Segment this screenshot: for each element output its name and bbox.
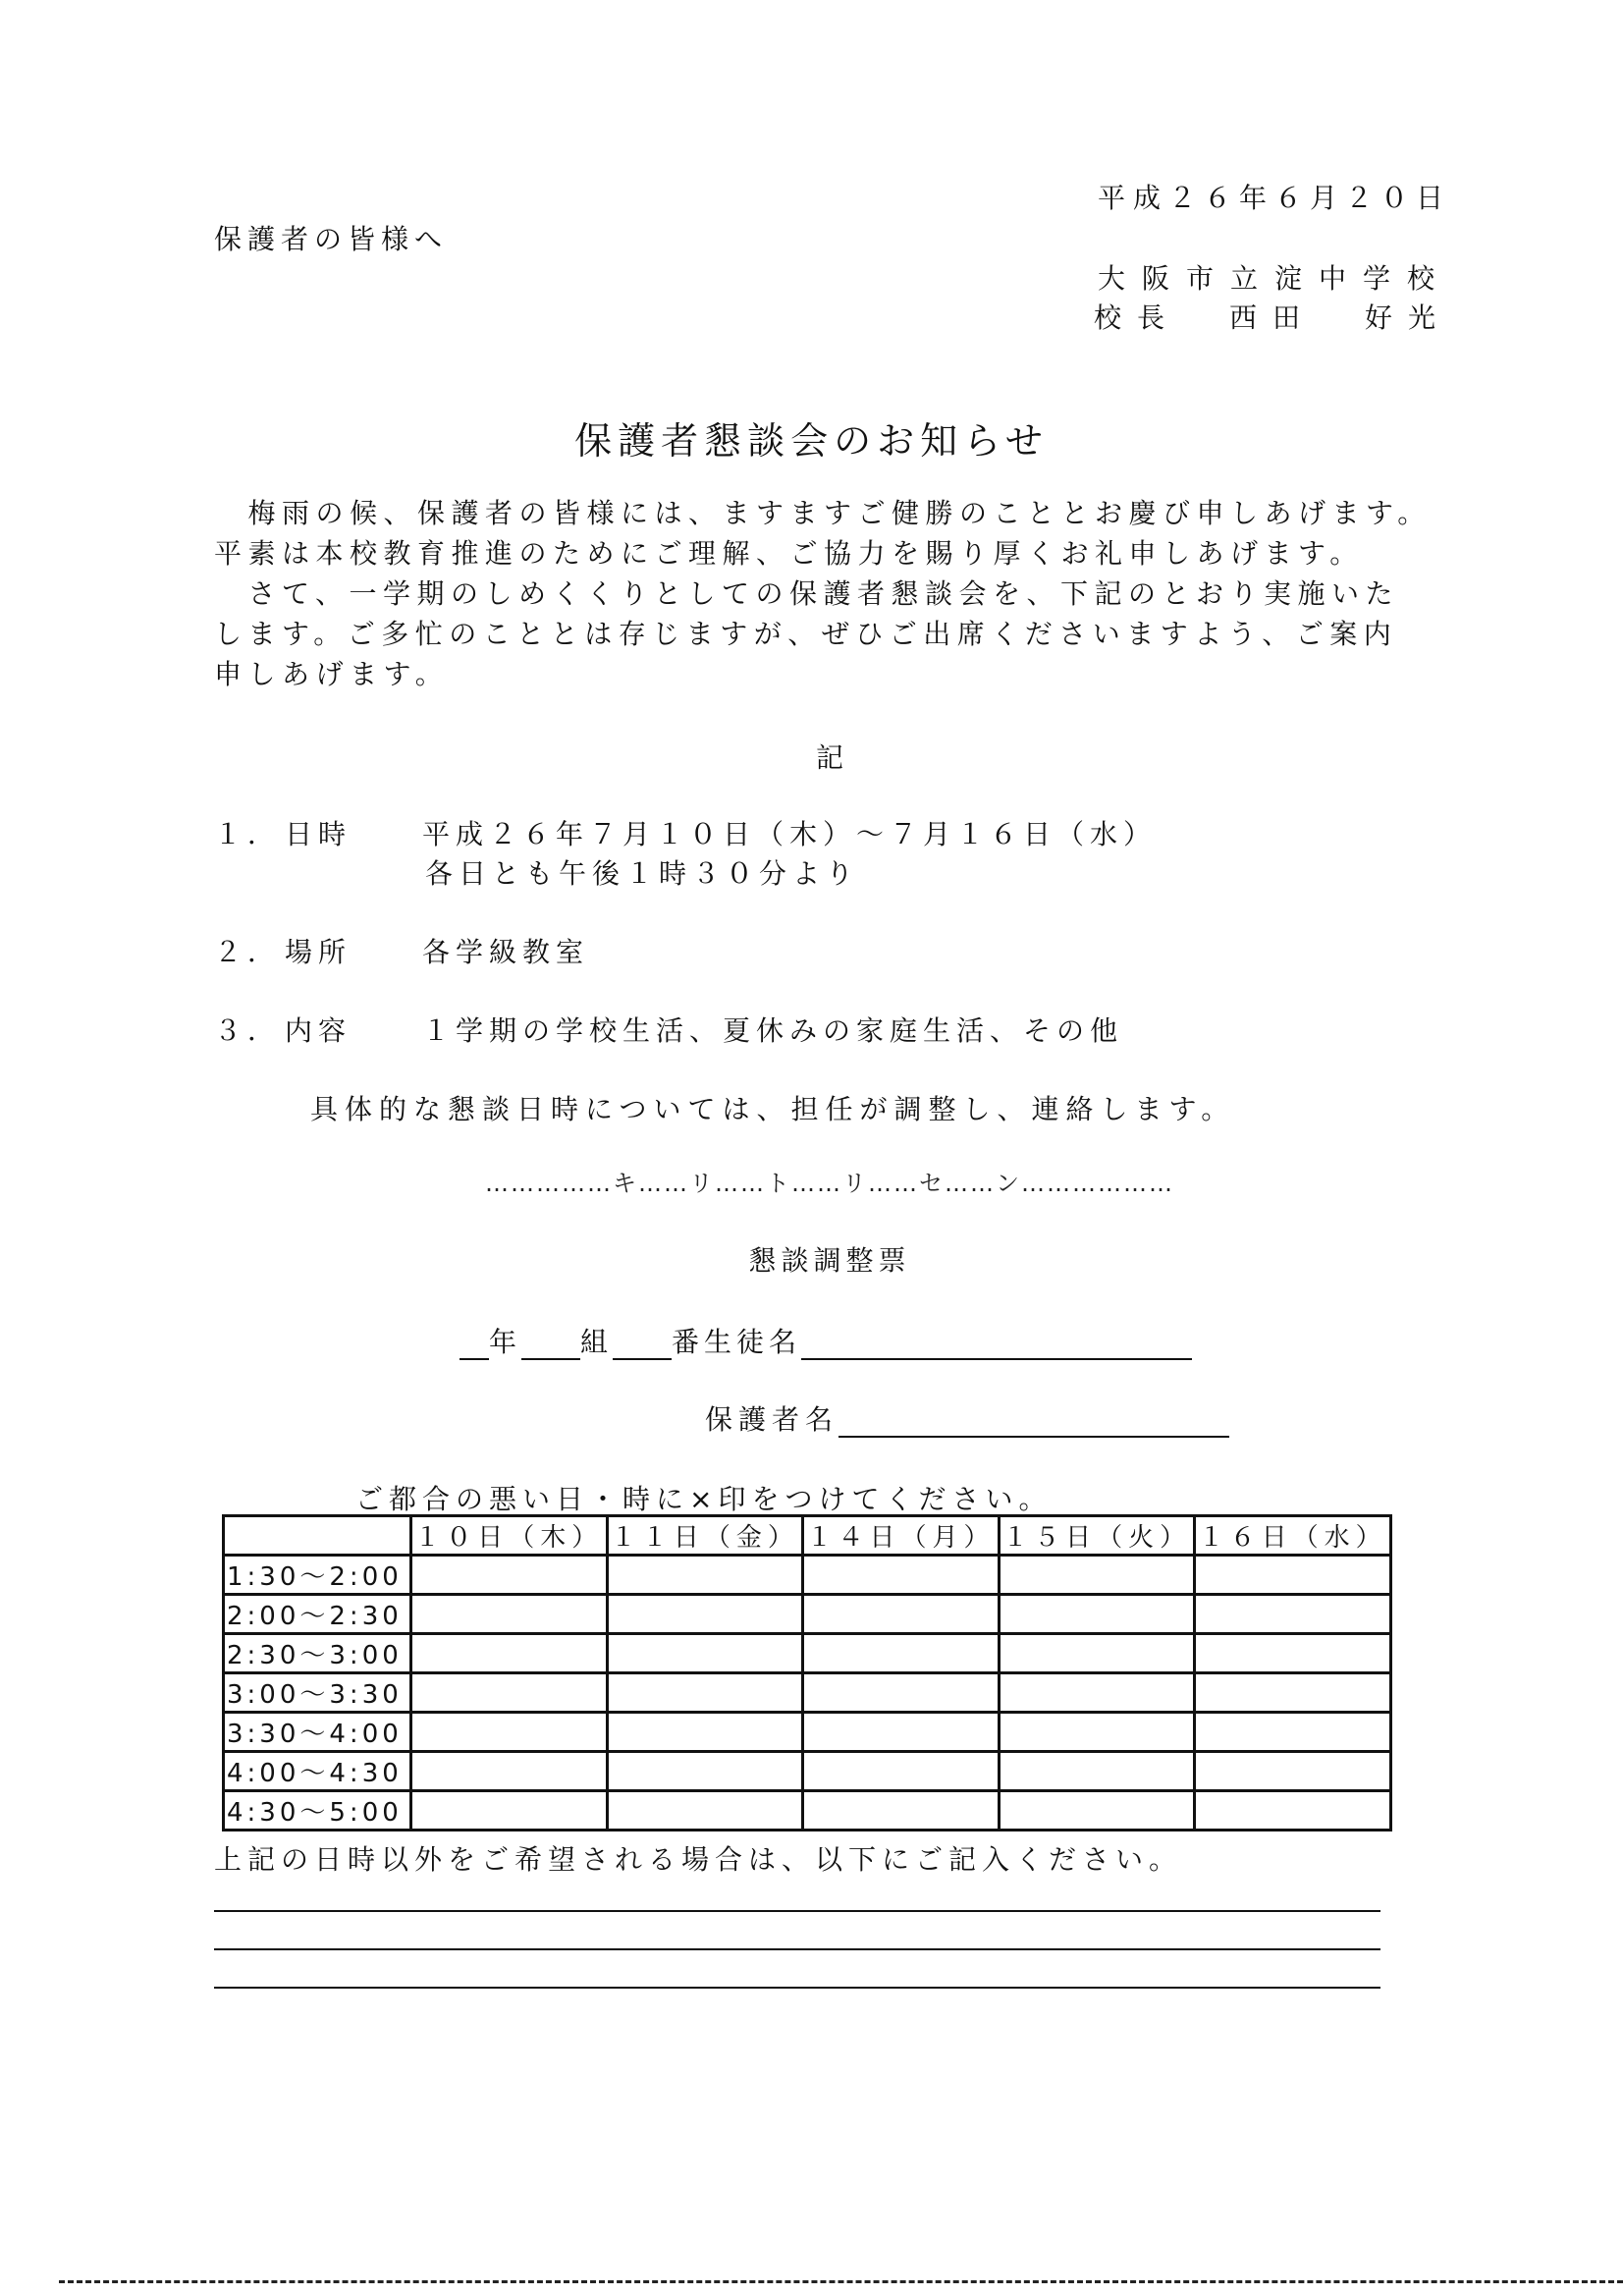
table-header-row — [224, 1516, 1391, 1556]
class-blank[interactable] — [521, 1329, 580, 1360]
time-slot: 2:30～3:00 — [224, 1634, 411, 1673]
day-header: １４日（月） — [803, 1516, 1000, 1556]
item-place — [214, 931, 589, 970]
item-value: １学期の学校生活、夏休みの家庭生活、その他 — [422, 1014, 1124, 1047]
schedule-cell[interactable] — [803, 1634, 1000, 1673]
item-datetime-sub: 各日とも午後１時３０分より — [425, 857, 860, 890]
item-value: 平成２６年７月１０日（木）～７月１６日（水） — [422, 818, 1158, 850]
day-header: １０日（木） — [411, 1516, 608, 1556]
schedule-cell[interactable] — [999, 1595, 1195, 1634]
item-number: ２． — [214, 936, 282, 968]
number-blank[interactable] — [613, 1329, 672, 1360]
body-line: 梅雨の候、保護者の皆様には、ますますご健勝のこととお慶び申しあげます。 — [214, 497, 1432, 529]
guardian-info-line — [705, 1398, 1229, 1438]
schedule-cell[interactable] — [411, 1713, 608, 1752]
write-in-line[interactable] — [214, 1910, 1380, 1912]
body-text — [214, 493, 1481, 694]
schedule-cell[interactable] — [803, 1752, 1000, 1791]
schedule-cell[interactable] — [411, 1634, 608, 1673]
schedule-cell[interactable] — [411, 1673, 608, 1713]
schedule-cell[interactable] — [999, 1791, 1195, 1831]
year-label: 年 — [489, 1326, 522, 1358]
schedule-cell[interactable] — [607, 1752, 803, 1791]
day-header: １６日（水） — [1195, 1516, 1391, 1556]
schedule-cell[interactable] — [411, 1595, 608, 1634]
page-title: 保護者懇談会のお知らせ — [574, 419, 1049, 463]
schedule-cell[interactable] — [803, 1595, 1000, 1634]
body-line: します。ご多忙のこととは存じますが、ぜひご出席くださいますよう、ご案内 — [214, 618, 1398, 650]
issue-date: 平成２６年６月２０日 — [1097, 182, 1451, 214]
schedule-note: 具体的な懇談日時については、担任が調整し、連絡します。 — [310, 1093, 1236, 1125]
principal-surname: 西田 — [1228, 301, 1316, 334]
schedule-cell[interactable] — [1195, 1634, 1391, 1673]
schedule-cell[interactable] — [1195, 1556, 1391, 1595]
schedule-cell[interactable] — [607, 1595, 803, 1634]
day-header: １５日（火） — [999, 1516, 1195, 1556]
principal-given-name: 好光 — [1364, 301, 1451, 334]
item-number: １． — [214, 818, 282, 850]
body-line: 平素は本校教育推進のためにご理解、ご協力を賜り厚くお礼申しあげます。 — [214, 537, 1364, 570]
item-label: 場所 — [285, 936, 352, 968]
year-blank[interactable] — [460, 1329, 489, 1360]
item-label: 内容 — [285, 1014, 352, 1047]
schedule-cell[interactable] — [411, 1556, 608, 1595]
schedule-cell[interactable] — [607, 1556, 803, 1595]
schedule-cell[interactable] — [411, 1752, 608, 1791]
time-slot: 4:30～5:00 — [224, 1791, 411, 1831]
schedule-cell[interactable] — [803, 1556, 1000, 1595]
time-slot: 3:30～4:00 — [224, 1713, 411, 1752]
table-row — [224, 1791, 1391, 1831]
schedule-cell[interactable] — [803, 1673, 1000, 1713]
school-name: 大阪市立淀中学校 — [1097, 262, 1451, 295]
schedule-cell[interactable] — [999, 1673, 1195, 1713]
table-row — [224, 1673, 1391, 1713]
scan-edge-dashes — [59, 2280, 1623, 2283]
item-content — [214, 1010, 1123, 1049]
day-header: １１日（金） — [607, 1516, 803, 1556]
form-title: 懇談調整票 — [748, 1244, 911, 1277]
schedule-cell[interactable] — [1195, 1673, 1391, 1713]
principal-title: 校長 — [1093, 301, 1180, 334]
schedule-cell[interactable] — [1195, 1752, 1391, 1791]
student-info-line — [460, 1321, 1192, 1360]
item-label: 日時 — [285, 818, 352, 850]
schedule-cell[interactable] — [999, 1752, 1195, 1791]
other-request-label: 上記の日時以外をご希望される場合は、以下にご記入ください。 — [214, 1843, 1183, 1876]
table-row — [224, 1556, 1391, 1595]
table-row — [224, 1595, 1391, 1634]
guardian-label: 保護者名 — [705, 1403, 839, 1436]
schedule-cell[interactable] — [607, 1634, 803, 1673]
schedule-cell[interactable] — [803, 1791, 1000, 1831]
ki-heading: 記 — [815, 741, 843, 774]
schedule-cell[interactable] — [1195, 1791, 1391, 1831]
schedule-cell[interactable] — [999, 1556, 1195, 1595]
student-name-blank[interactable] — [801, 1329, 1192, 1360]
schedule-cell[interactable] — [803, 1713, 1000, 1752]
schedule-cell[interactable] — [411, 1791, 608, 1831]
cut-line: ……………キ……リ……ト……リ……セ……ン……………… — [485, 1170, 1174, 1197]
time-slot: 3:00～3:30 — [224, 1673, 411, 1713]
schedule-cell[interactable] — [999, 1713, 1195, 1752]
item-value: 各学級教室 — [422, 936, 590, 968]
guardian-name-blank[interactable] — [839, 1406, 1229, 1438]
time-slot: 2:00～2:30 — [224, 1595, 411, 1634]
schedule-cell[interactable] — [607, 1673, 803, 1713]
table-row — [224, 1713, 1391, 1752]
time-slot: 1:30～2:00 — [224, 1556, 411, 1595]
schedule-cell[interactable] — [1195, 1713, 1391, 1752]
body-line: さて、一学期のしめくくりとしての保護者懇談会を、下記のとおり実施いた — [214, 577, 1399, 610]
item-number: ３． — [214, 1014, 282, 1047]
addressee: 保護者の皆様へ — [214, 223, 449, 255]
schedule-cell[interactable] — [999, 1634, 1195, 1673]
write-in-line[interactable] — [214, 1948, 1380, 1950]
schedule-cell[interactable] — [607, 1791, 803, 1831]
body-line: 申しあげます。 — [214, 658, 450, 690]
schedule-table — [222, 1514, 1392, 1831]
item-datetime — [214, 813, 1157, 852]
class-label: 組 — [580, 1326, 614, 1358]
table-row — [224, 1752, 1391, 1791]
student-label: 生徒名 — [704, 1326, 802, 1358]
write-in-line[interactable] — [214, 1987, 1380, 1989]
schedule-cell[interactable] — [607, 1713, 803, 1752]
table-instruction: ご都合の悪い日・時に×印をつけてください。 — [355, 1483, 1053, 1515]
corner-cell — [224, 1516, 411, 1556]
table-row — [224, 1634, 1391, 1673]
time-slot: 4:00～4:30 — [224, 1752, 411, 1791]
number-label: 番 — [672, 1326, 705, 1358]
principal-signature — [1094, 297, 1451, 336]
schedule-cell[interactable] — [1195, 1595, 1391, 1634]
